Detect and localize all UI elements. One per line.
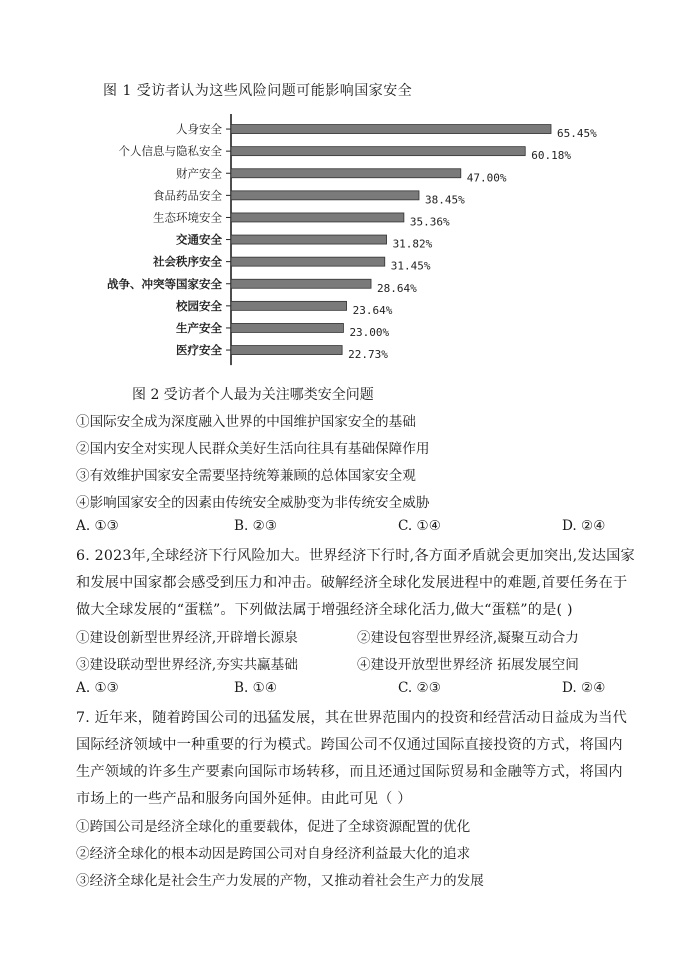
category-label: 战争、冲突等国家安全 (107, 276, 222, 291)
value-label: 28.64% (377, 281, 417, 295)
q5-option-3: ③有效维护国家安全需要坚持统筹兼顾的总体国家安全观 (76, 468, 416, 484)
q5-choice-a[interactable]: A. ①③ (76, 518, 119, 534)
q5-choice-d[interactable]: D. ②④ (562, 518, 606, 534)
category-label: 生产安全 (176, 320, 222, 335)
value-label: 35.36% (409, 215, 450, 229)
value-label: 60.18% (531, 149, 571, 163)
q7-stem-line-3: 生产领域的许多生产要素向国际市场转移，而且还通过国际贸易和金融等方式，将国内 (76, 764, 623, 780)
value-label: 65.45% (557, 127, 597, 141)
bar (231, 257, 385, 266)
value-label: 23.64% (352, 303, 393, 317)
q7-stem-line-4: 市场上的一些产品和服务向国外延伸。由此可见（ ） (76, 791, 412, 807)
bar-chart (0, 110, 688, 375)
q7-stem-line-1: 7. 近年来，随着跨国公司的迅猛发展，其在世界范围内的投资和经营活动日益成为当代 (76, 710, 627, 726)
q6-option-3: ③建设联动型世界经济,夯实共赢基础 (76, 657, 298, 673)
q6-option-4: ④建设开放型世界经济 拓展发展空间 (357, 657, 579, 673)
value-label: 38.45% (424, 193, 465, 207)
q7-option-2: ②经济全球化的根本动因是跨国公司对自身经济利益最大化的追求 (76, 846, 471, 862)
value-label: 47.00% (466, 171, 507, 185)
figure-1-caption: 图 1 受访者认为这些风险问题可能影响国家安全 (103, 83, 413, 99)
figure-2-caption: 图 2 受访者个人最为关注哪类安全问题 (132, 387, 374, 403)
category-label: 人身安全 (176, 122, 222, 137)
q6-option-1: ①建设创新型世界经济,开辟增长源泉 (76, 630, 298, 646)
q6-choice-b[interactable]: B. ①④ (234, 680, 278, 696)
bar (231, 213, 404, 222)
q6-choice-a[interactable]: A. ①③ (76, 680, 119, 696)
category-label: 社会秩序安全 (153, 254, 222, 269)
value-label: 23.00% (349, 325, 390, 339)
q6-choice-d[interactable]: D. ②④ (562, 680, 606, 696)
value-label: 22.73% (348, 348, 388, 362)
bar (231, 147, 525, 156)
category-label: 个人信息与隐私安全 (118, 144, 222, 159)
bar (231, 279, 371, 288)
q6-stem-line-2: 和发展中国家都会感受到压力和冲击。破解经济全球化发展进程中的难题,首要任务在于 (76, 575, 628, 591)
bar (231, 301, 347, 310)
q6-stem-line-1: 6. 2023年,全球经济下行风险加大。世界经济下行时,各方面矛盾就会更加突出,发达国家 (76, 548, 635, 564)
q5-option-4: ④影响国家安全的因素由传统安全威胁变为非传统安全威胁 (76, 495, 430, 511)
q5-option-1: ①国际安全成为深度融入世界的中国维护国家安全的基础 (76, 414, 416, 430)
q5-choice-c[interactable]: C. ①④ (398, 518, 441, 534)
q7-option-3: ③经济全球化是社会生产力发展的产物，又推动着社会生产力的发展 (76, 873, 484, 889)
q6-stem-line-3: 做大全球发展的“蛋糕”。下列做法属于增强经济全球化活力,做大“蛋糕”的是( ) (76, 602, 573, 618)
q5-choice-b[interactable]: B. ②③ (234, 518, 278, 534)
bar (231, 191, 419, 200)
bar (231, 323, 343, 332)
category-label: 食品药品安全 (153, 188, 222, 203)
bar (231, 169, 461, 178)
category-label: 校园安全 (176, 298, 222, 313)
category-label: 财产安全 (176, 166, 222, 181)
bar (231, 235, 387, 244)
bar (231, 346, 342, 355)
q7-stem-line-2: 国际经济领域中一种重要的行为模式。跨国公司不仅通过国际直接投资的方式，将国内 (76, 737, 623, 753)
q6-choice-c[interactable]: C. ②③ (398, 680, 441, 696)
q6-option-2: ②建设包容型世界经济,凝聚互动合力 (357, 630, 579, 646)
q5-option-2: ②国内安全对实现人民群众美好生活向往具有基础保障作用 (76, 441, 430, 457)
category-label: 医疗安全 (176, 343, 222, 358)
value-label: 31.45% (390, 259, 431, 273)
q7-option-1: ①跨国公司是经济全球化的重要载体，促进了全球资源配置的优化 (76, 819, 471, 835)
bar (231, 125, 551, 134)
category-label: 交通安全 (176, 232, 222, 247)
value-label: 31.82% (392, 237, 433, 251)
category-label: 生态环境安全 (153, 210, 222, 225)
